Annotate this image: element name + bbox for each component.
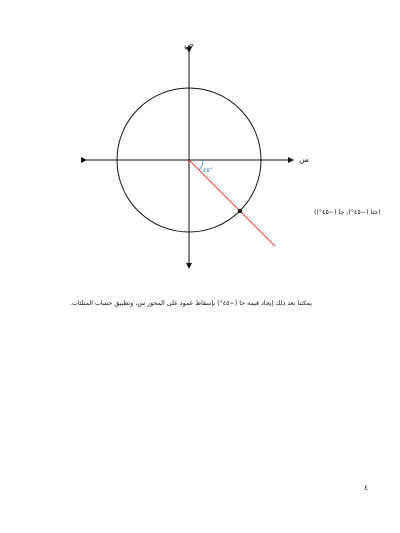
terminal-ray <box>189 160 275 246</box>
point-coordinate-label: (جتا (−٤٥°)، جا (−٤٥°)) <box>314 209 381 216</box>
y-axis-label: ص <box>184 40 194 49</box>
angle-label: °٤٥ <box>203 167 213 174</box>
page-number: ٤ <box>364 484 368 492</box>
circle-point <box>238 209 242 213</box>
body-paragraph: يمكننا بعد ذلك إيجاد قيمة جا (−٤٥°) بإسقاط عمود على المحور س، وتطبيق حساب المثلثات. <box>69 300 312 308</box>
x-axis-label: س <box>299 155 309 164</box>
